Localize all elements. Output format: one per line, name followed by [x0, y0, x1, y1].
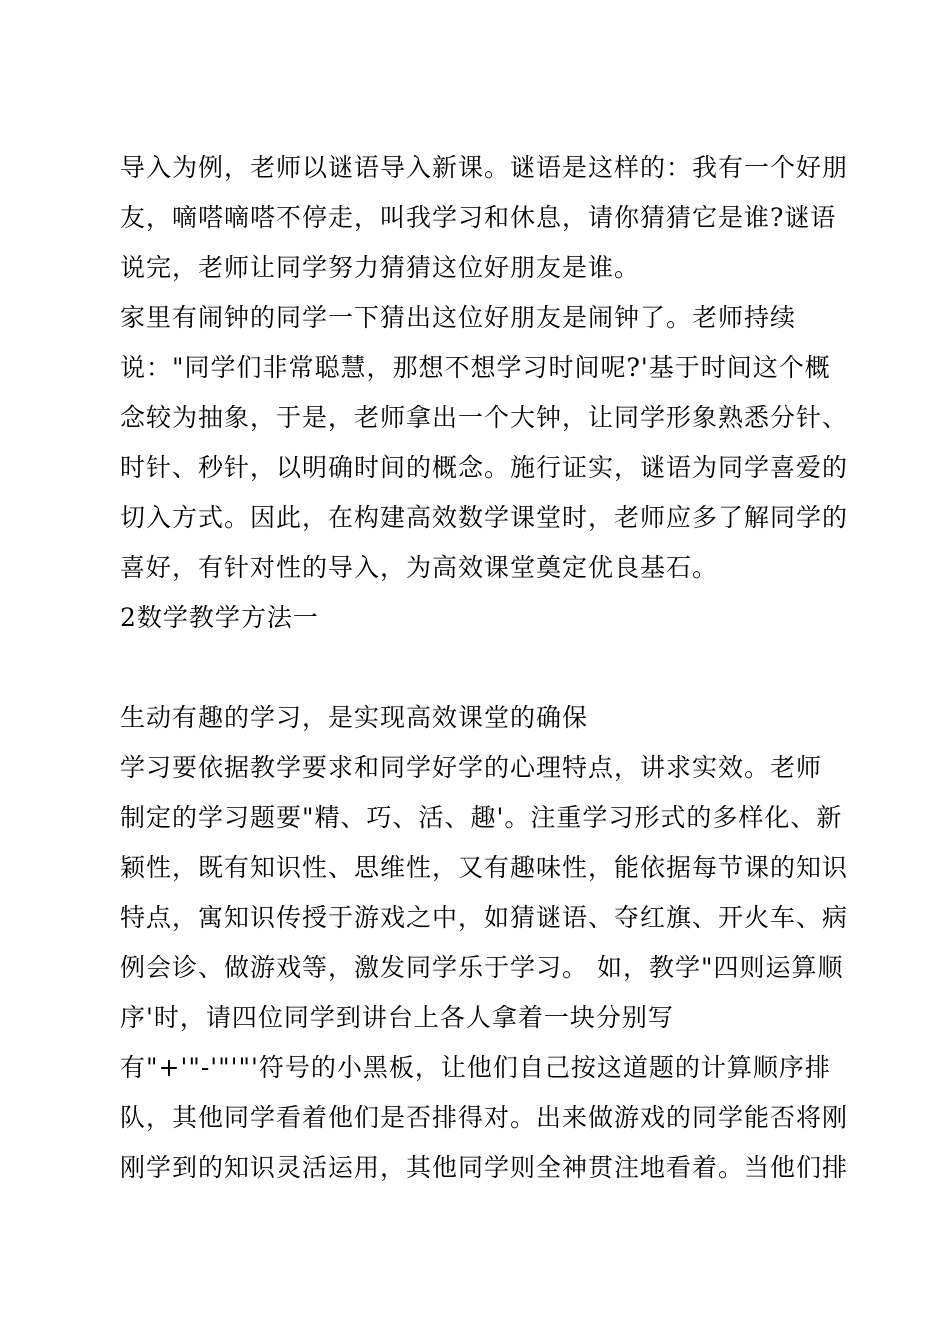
- text-line: 导入为例，老师以谜语导入新课。谜语是这样的：我有一个好朋: [120, 153, 849, 182]
- text-line: 制定的学习题要"精、巧、活、趣'。注重学习形式的多样化、新: [120, 803, 843, 832]
- text-line: 学习要依据教学要求和同学好学的心理特点，讲求实效。老师: [120, 753, 823, 782]
- text-line: 喜好，有针对性的导入，为高效课堂奠定优良基石。: [120, 553, 719, 582]
- text-line: 家里有闹钟的同学一下猜出这位好朋友是闹钟了。老师持续: [120, 303, 797, 332]
- text-line: 刚学到的知识灵活运用，其他同学则全神贯注地看着。当他们排: [120, 1153, 849, 1182]
- text-line: 特点，寓知识传授于游戏之中，如猜谜语、夺红旗、开火车、病: [120, 903, 849, 932]
- text-line: 例会诊、做游戏等，激发同学乐于学习。 如，教学"四则运算顺: [120, 953, 844, 982]
- subsection-heading: 生动有趣的学习，是实现高效课堂的确保: [120, 703, 589, 732]
- text-line: 序'时，请四位同学到讲台上各人拿着一块分别写: [120, 1003, 674, 1032]
- text-line: 队，其他同学看着他们是否排得对。出来做游戏的同学能否将刚: [120, 1103, 849, 1132]
- section-heading: 2数学教学方法一: [120, 603, 319, 632]
- text-line: 时针、秒针，以明确时间的概念。施行证实，谜语为同学喜爱的: [120, 453, 849, 482]
- text-line: 颖性，既有知识性、思维性，又有趣味性，能依据每节课的知识: [120, 853, 849, 882]
- text-line: 说完，老师让同学努力猜猜这位好朋友是谁。: [120, 253, 641, 282]
- text-line: 说："同学们非常聪慧，那想不想学习时间呢?'基于时间这个概: [120, 353, 831, 382]
- text-line: 有"+'"-'"'"'符号的小黑板，让他们自己按这道题的计算顺序排: [120, 1053, 831, 1082]
- text-line: 切入方式。因此，在构建高效数学课堂时，老师应多了解同学的: [120, 503, 849, 532]
- text-line: 友，嘀嗒嘀嗒不停走，叫我学习和休息，请你猜猜它是谁?谜语: [120, 203, 837, 232]
- text-line: 念较为抽象，于是，老师拿出一个大钟，让同学形象熟悉分针、: [120, 403, 849, 432]
